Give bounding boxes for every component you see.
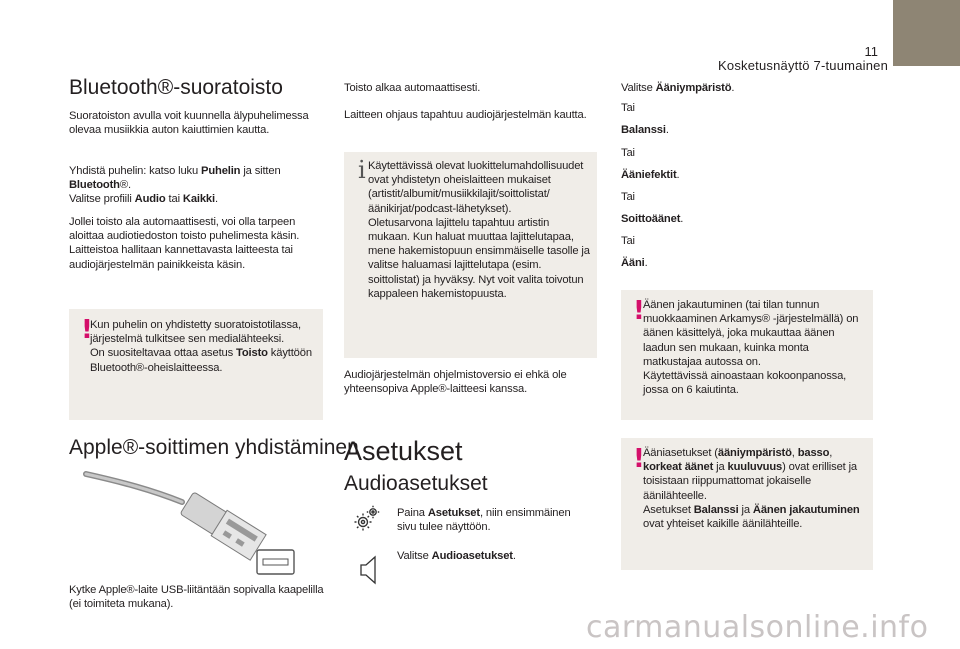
para-connect-phone: Yhdistä puhelin: katso luku Puhelin ja sitten Bluetooth®. Valitse profiili Audio tai Kaikki. xyxy=(69,165,281,206)
or-label: Tai xyxy=(621,102,635,114)
warning-text: Kun puhelin on yhdistetty suoratoistotilassa, järjestelmä tulkitsee sen medialähteeksi. On suositeltavaa ottaa asetus Toisto käyttöön Bluetooth®-oheislaitteessa. xyxy=(90,319,312,374)
warning-box-streaming xyxy=(69,309,323,420)
warning-icon: ! xyxy=(81,315,93,345)
para-streaming-intro: Suoratoiston avulla voit kuunnella älypuhelimessa olevaa musiikkia auton kaiuttimien kautta. xyxy=(69,110,309,137)
step-select-audio: Valitse Audioasetukset. xyxy=(397,550,516,562)
para-playback-note: Jollei toisto ala automaattisesti, voi olla tarpeen aloittaa audiotiedoston toisto puhelimesta käsin. Laitteistoa hallitaan kannettavasta laitteesta tai audiojärjestelmän painikkeista käsin. xyxy=(69,216,300,271)
para-auto-play: Toisto alkaa automaattisesti. xyxy=(344,82,481,94)
warning-text: Ääniasetukset (ääniympäristö, basso, korkeat äänet ja kuuluvuus) ovat erilliset ja toisistaan riippumattomat jokaiselle äänilähteelle. Asetukset Balanssi ja Äänen jakautuminen ovat yhteiset kaikille äänilähteille. xyxy=(643,447,860,531)
para-software-compat: Audiojärjestelmän ohjelmistoversio ei ehkä ole yhteensopiva Apple®-laitteesi kanssa. xyxy=(344,369,567,396)
info-box-sorting xyxy=(344,152,597,358)
settings-gear-icon xyxy=(354,505,380,533)
warning-icon: ! xyxy=(633,296,645,326)
heading-audio-settings: Audioasetukset xyxy=(344,472,488,495)
speaker-icon xyxy=(358,555,378,585)
option-environment: Valitse Ääniympäristö. xyxy=(621,82,735,94)
warning-box-audio-settings xyxy=(621,438,873,570)
heading-bluetooth-streaming: Bluetooth®-suoratoisto xyxy=(69,76,283,99)
warning-box-distribution xyxy=(621,290,873,420)
usb-cable-illustration xyxy=(82,464,297,576)
or-label: Tai xyxy=(621,235,635,247)
option-balance: Balanssi. xyxy=(621,124,669,136)
warning-text: Äänen jakautuminen (tai tilan tunnun muokkaaminen Arkamys® -järjestelmällä) on äänen käsittelyä, joka mukauttaa äänen laadun sen mukaan, kuinka monta matkustajaa autossa on. Käytettävissä ainoastaan kokoonpanossa, jossa on 6 kaiutinta. xyxy=(643,299,859,397)
option-effects: Ääniefektit. xyxy=(621,169,680,181)
heading-apple-connect: Apple®-soittimen yhdistäminen xyxy=(69,436,359,459)
or-label: Tai xyxy=(621,147,635,159)
warning-icon: ! xyxy=(633,444,645,474)
page-tab xyxy=(893,0,960,66)
section-header: Kosketusnäyttö 7-tuumainen xyxy=(718,58,888,73)
or-label: Tai xyxy=(621,191,635,203)
option-sound: Ääni. xyxy=(621,257,648,269)
info-text: Käytettävissä olevat luokittelumahdollisuudet ovat yhdistetyn oheislaitteen mukaiset (artistit/albumit/musiikkilajit/soittolistat/äänikirjat/podcast-lähetykset). Oletusarvona lajittelu tapahtuu artistin mukaan. Kun haluat muuttaa lajittelutapaa, mene hakemistopuun ensimmäiselle tasolle ja valitse haluamasi lajittelutapa (esim. soittolistat) ja hyväksy. Nyt voit valita toivotun kappaleen hakemistopuusta. xyxy=(368,160,590,300)
step-press-settings: Paina Asetukset, niin ensimmäinen sivu tulee näyttöön. xyxy=(397,507,571,534)
para-device-control: Laitteen ohjaus tapahtuu audiojärjestelmän kautta. xyxy=(344,109,587,121)
info-icon: i xyxy=(358,156,366,184)
para-apple-usb: Kytke Apple®-laite USB-liitäntään sopivalla kaapelilla (ei toimiteta mukana). xyxy=(69,584,324,611)
option-ringtones: Soittoäänet. xyxy=(621,213,684,225)
page-number: 11 xyxy=(864,44,878,59)
heading-settings: Asetukset xyxy=(344,436,463,466)
watermark: carmanualsonline.info xyxy=(586,610,929,645)
